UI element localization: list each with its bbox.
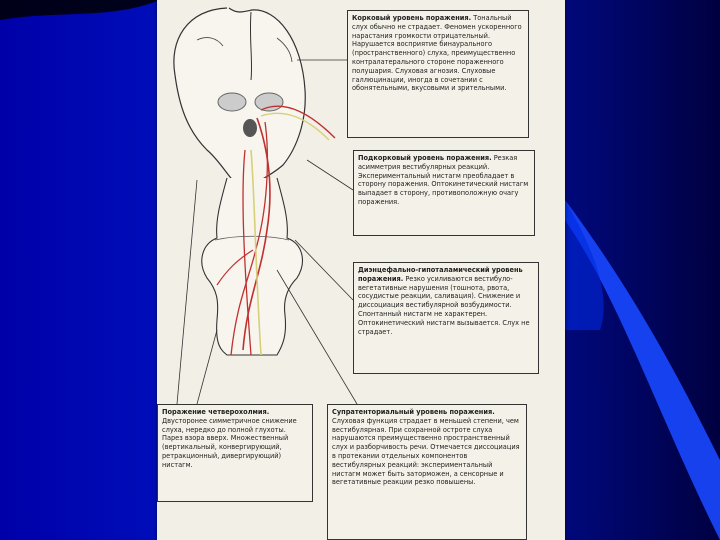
supratentorial-level-box <box>327 404 527 540</box>
scanned-page <box>157 0 565 540</box>
diencephalic-level-title: Диэнцефально-гипоталамический уровень поражения. <box>358 266 523 283</box>
subcortical-level-text: Резкая асимметрия вестибулярных реакций. Экспериментальный нистагм преобладает в сторону поражения. Оптокинетический нистагм выпадает в сторону, противоположную очагу поражения. <box>358 154 529 206</box>
quadrigemina-title: Поражение четверохолмия. <box>162 408 270 416</box>
subcortical-level-box <box>353 150 535 236</box>
supratentorial-level-text: Слуховая функция страдает в меньшей степени, чем вестибулярная. При сохранной остроте слуха нарушаются преимущественно пространственный слух и разборчивость речи. Отмечается диссоциация в протекании отдельных компонентов вестибулярных реакций: экспериментальный нистагм может быть заторможен, а сенсорные и вегетативные реакции резко повышены. <box>332 416 520 487</box>
quadrigemina-box <box>157 404 313 502</box>
quadrigemina-text: Двусторонее симметричное снижение слуха, нередко до полной глухоты. Парез взора вверх. Множественный (вертикальный, конвергирующий, ретракционный, дивергирующий) нистагм. <box>162 416 297 469</box>
supratentorial-level-title: Супратенториальный уровень поражения. <box>332 408 495 416</box>
diencephalic-level-text: Резко усиливаются вестибуло-вегетативные нарушения (тошнота, рвота, сосудистые реакции, саливация). Снижение и диссоциация вестибулярной возбудимости. Спонтанный нистагм не характерен. Оптокинетический нистагм вызывается. Слух не страдает. <box>358 274 530 336</box>
cortical-level-text: Тональный слух обычно не страдает. Феномен ускоренного нарастания громкости отрицательный. Нарушается восприятие бинаурального (пространственного) слуха, преимущественно контралатерального стороне пораженного полушария. Слуховая агнозия. Слуховые галлюцинации, иногда в сочетании с обонятельными, вкусовыми и зрительными. <box>352 14 522 93</box>
diencephalic-level-box <box>353 262 539 374</box>
subcortical-level-title: Подкорковый уровень поражения. <box>358 154 492 162</box>
cortical-level-box <box>347 10 529 138</box>
cortical-level-title: Корковый уровень поражения. <box>352 14 472 22</box>
